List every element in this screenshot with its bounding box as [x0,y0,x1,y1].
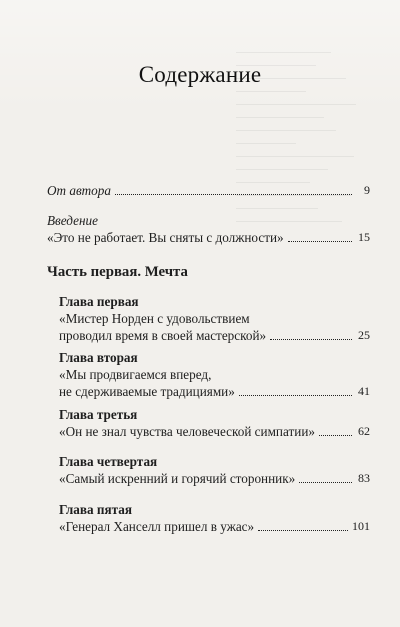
chapter-title-line: «Мы продвигаемся вперед, [59,367,212,382]
page-title: Содержание [138,62,262,87]
chapter-title-line: «Он не знал чувства человеческой симпатии» [59,424,315,439]
dot-leader [239,395,352,396]
chapter-block-2 [47,349,370,400]
toc-entry-author [47,182,370,199]
chapter-heading: Глава вторая [59,350,138,365]
toc-label: Введение [47,213,98,228]
dot-leader [299,482,352,483]
chapter-title-line: «Самый искренний и горячий сторонник» [59,471,296,486]
page-number: 15 [358,230,370,244]
chapter-heading: Глава первая [59,294,139,309]
part-title: Часть первая. Мечта [47,264,188,280]
dot-leader [258,530,348,531]
dot-leader [319,435,352,436]
part-heading [47,264,370,281]
dot-leader [288,241,352,242]
chapter-title-line: «Генерал Ханселл пришел в ужас» [59,519,255,534]
page-number: 101 [352,519,370,533]
chapter-title-line: не сдерживаемые традициями» [59,384,235,399]
page-number: 62 [358,424,370,438]
chapter-title-line: «Мистер Норден с удовольствием [59,311,250,326]
toc-entry-introduction [47,212,370,246]
chapter-heading: Глава пятая [59,502,133,517]
chapter-block-3 [47,406,370,440]
dot-leader [270,339,352,340]
page-number: 83 [358,471,370,485]
toc-label: От автора [47,183,111,198]
dot-leader [115,194,352,195]
page-number: 25 [358,328,370,342]
page-number: 41 [358,384,370,398]
chapter-block-5 [47,501,370,535]
chapter-block-1 [47,293,370,344]
toc-quote: «Это не работает. Вы сняты с должности» [47,230,284,245]
page-number: 9 [364,183,370,197]
chapter-heading: Глава третья [59,407,138,422]
chapter-title-line: проводил время в своей мастерской» [59,328,267,343]
chapter-heading: Глава четвертая [59,454,158,469]
chapter-block-4 [47,453,370,487]
